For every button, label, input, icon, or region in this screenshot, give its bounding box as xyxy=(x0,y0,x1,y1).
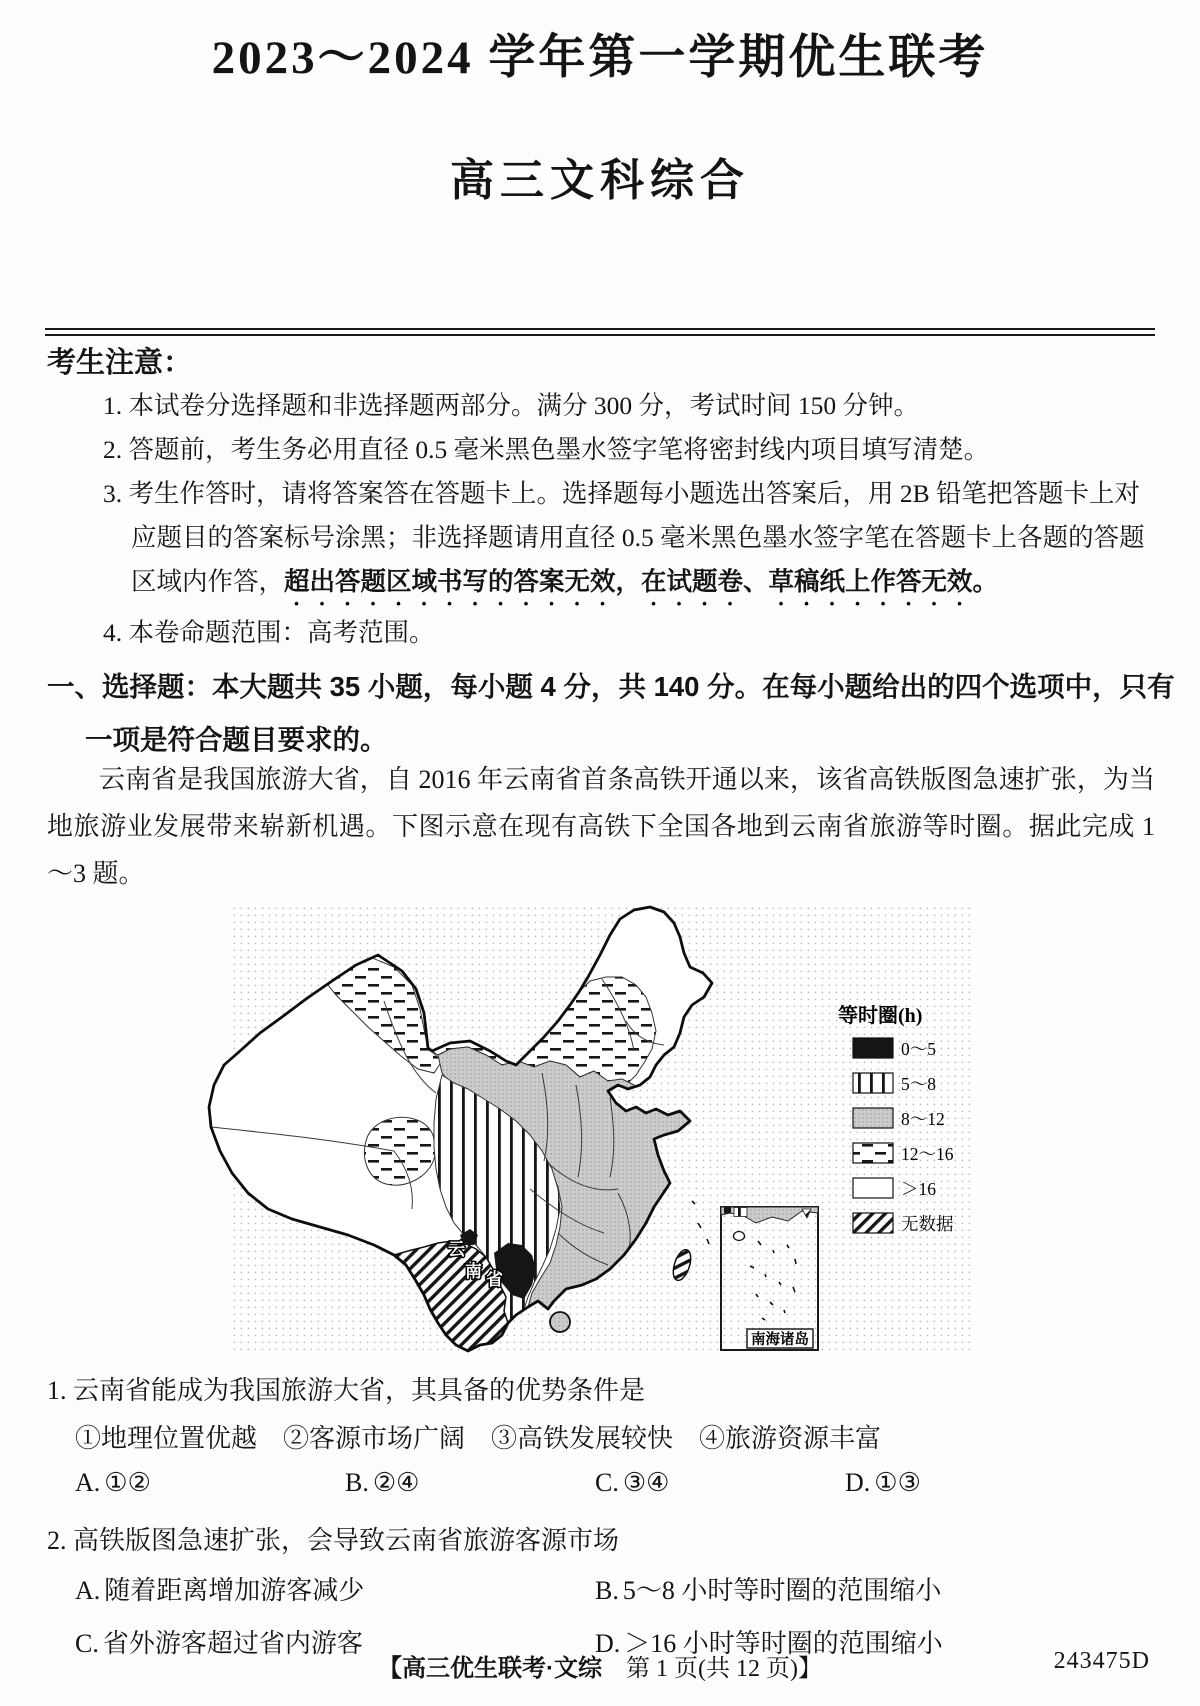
legend-label-0-5: 0～5 xyxy=(901,1039,936,1059)
q2-choice-a: A. 随着距离增加游客减少 xyxy=(75,1576,365,1605)
legend-title: 等时圈(h) xyxy=(838,1005,923,1027)
legend-label-12-16: 12～16 xyxy=(901,1144,954,1164)
legend-swatch-12-16 xyxy=(853,1143,893,1163)
legend-swatch-gt16 xyxy=(853,1178,893,1198)
legend-label-8-12: 8～12 xyxy=(901,1109,945,1129)
question-2-choices xyxy=(75,1570,1165,1660)
legend-label-5-8: 5～8 xyxy=(901,1074,936,1094)
question-1-suboptions: ①地理位置优越 ②客源市场广阔 ③高铁发展较快 ④旅游资源丰富 xyxy=(75,1424,882,1453)
exam-subtitle: 高三文科综合 xyxy=(450,156,750,205)
legend-label-gt16: ＞16 xyxy=(901,1179,936,1199)
legend-swatch-8-12 xyxy=(853,1108,893,1128)
footer-page-number: 第 1 页(共 12 页)】 xyxy=(602,1656,822,1682)
footer-code: 243475D xyxy=(1053,1648,1150,1674)
notice-item-1: 1. 本试卷分选择题和非选择题两部分。满分 300 分，考试时间 150 分钟。 xyxy=(103,391,920,420)
hainan-island xyxy=(550,1312,570,1332)
exam-title: 2023～2024 学年第一学期优生联考 xyxy=(211,32,989,84)
section-heading: 一、选择题：本大题共 35 小题，每小题 4 分，共 140 分。在每小题给出的四个选项中，只有一项是符合题目要求的。 xyxy=(47,671,1175,755)
legend-swatch-nodata xyxy=(853,1213,893,1233)
legend-swatch-5-8 xyxy=(853,1073,893,1093)
q2-choice-b: B. 5～8 小时等时圈的范围缩小 xyxy=(595,1576,942,1605)
notice-item-4: 4. 本卷命题范围：高考范围。 xyxy=(103,618,435,647)
q2-choice-d: D. ＞16 小时等时圈的范围缩小 xyxy=(595,1629,943,1658)
inset-label: 南海诸岛 xyxy=(751,1332,809,1348)
q1-choice-a: A. ①② xyxy=(75,1468,151,1497)
q1-choice-b: B. ②④ xyxy=(345,1468,420,1497)
svg-text:省: 省 xyxy=(486,1270,503,1289)
china-isochrone-map xyxy=(198,893,980,1359)
notice-item-3 xyxy=(103,472,1159,611)
svg-text:云: 云 xyxy=(448,1240,465,1259)
notice-heading: 考生注意： xyxy=(47,347,193,379)
q1-choice-c: C. ③④ xyxy=(595,1468,670,1497)
notice-item-2: 2. 答题前，考生务必用直径 0.5 毫米黑色墨水签字笔将密封线内项目填写清楚。 xyxy=(103,435,990,464)
q2-choice-c: C. 省外游客超过省内游客 xyxy=(75,1629,363,1658)
question-1-choices xyxy=(75,1468,1165,1498)
svg-text:南: 南 xyxy=(465,1262,482,1281)
legend-swatch-0-5 xyxy=(853,1038,893,1058)
notice-item-3-emphasis: 超出答题区域书写的答案无效，在试题卷、草稿纸上作答无效。 xyxy=(284,568,999,596)
notice-list xyxy=(103,384,1159,655)
footer-brand: 【高三优生联考·文综 xyxy=(378,1655,602,1682)
question-1-stem: 1. 云南省能成为我国旅游大省，其具备的优势条件是 xyxy=(47,1376,646,1405)
legend-label-nodata: 无数据 xyxy=(901,1214,954,1234)
notice-item-3-text: 3. 考生作答时，请将答案答在答题卡上。选择题每小题选出答案后，用 2B 铅笔把答题卡上对应题目的答案标号涂黑；非选择题请用直径 0.5 毫米黑色墨水签字笔在答题卡上各题的答题区域内作答， xyxy=(103,479,1145,596)
double-rule xyxy=(45,328,1155,336)
question-intro: 云南省是我国旅游大省，自 2016 年云南省首条高铁开通以来，该省高铁版图急速扩张，为当地旅游业发展带来崭新机遇。下图示意在现有高铁下全国各地到云南省旅游等时圈。据此完成 1～3 题。 xyxy=(47,765,1155,888)
page-footer xyxy=(0,1648,1200,1683)
q1-choice-d: D. ①③ xyxy=(845,1468,921,1497)
map-svg xyxy=(198,893,980,1359)
south-china-sea-inset xyxy=(721,1207,818,1350)
question-2-stem: 2. 高铁版图急速扩张，会导致云南省旅游客源市场 xyxy=(47,1526,620,1555)
